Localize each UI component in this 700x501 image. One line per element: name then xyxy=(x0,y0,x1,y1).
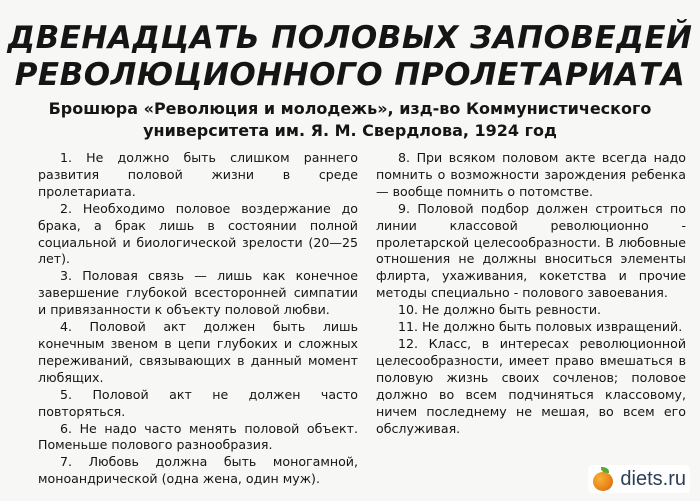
commandment-5: 5. Половой акт не должен часто повторяться. xyxy=(38,386,358,419)
commandment-11: 11. Не должно быть половых извращений. xyxy=(398,319,683,335)
watermark[interactable] xyxy=(588,465,690,493)
commandment-6: 6. Не надо часто менять половой объект. Поменьше полового разнообразия. xyxy=(38,420,358,453)
commandment-9: 9. Половой подбор должен строиться по линии классовой революционно - пролетарской целесообразности. В любовные отношения не должны вноситься элементы флирта, ухаживания, кокетства и прочие методы специально - полового завоевания. xyxy=(376,200,686,301)
subtitle-line-1: Брошюра «Революция и молодежь», изд-во Коммунистического xyxy=(48,99,652,118)
page-title-line-2: РЕВОЛЮЦИОННОГО ПРОЛЕТАРИАТА xyxy=(14,57,686,93)
commandment-12: 12. Класс, в интересах революционной целесообразности, имеет право вмешаться в половую жизнь своих сочленов; половое должно во всем подчиняться классовому, ничем последнему не мешая, во всем его обслуживая. xyxy=(376,335,686,436)
commandment-8: 8. При всяком половом акте всегда надо помнить о возможности зарождения ребенка — вообще помнить о потомстве. xyxy=(376,150,686,199)
commandment-3: 3. Половая связь — лишь как конечное завершение глубокой всесторонней симпатии и привязанности к объекту половой любви. xyxy=(38,268,358,318)
right-column xyxy=(376,150,686,437)
apple-logo-icon xyxy=(592,467,614,491)
commandment-2: 2. Необходимо половое воздержание до брака, а брак лишь в состоянии полной социальной и биологической зрелости (20—25 лет). xyxy=(38,200,358,267)
commandment-7: 7. Любовь должна быть моногамной, моноандрической (одна жена, один муж). xyxy=(38,454,358,487)
left-column xyxy=(38,150,358,488)
subtitle-line-2: университета им. Я. М. Свердлова, 1924 год xyxy=(143,121,557,140)
commandment-1: 1. Не должно быть слишком раннего развития половой жизни в среде пролетариата. xyxy=(38,150,358,199)
watermark-text: diets.ru xyxy=(620,467,686,490)
page-title-line-1: ДВЕНАДЦАТЬ ПОЛОВЫХ ЗАПОВЕДЕЙ xyxy=(7,20,693,56)
commandment-10: 10. Не должно быть ревности. xyxy=(398,302,602,318)
commandment-4: 4. Половой акт должен быть лишь конечным звеном в цепи глубоких и сложных переживаний, связывающих в данный момент любящих. xyxy=(38,319,358,385)
